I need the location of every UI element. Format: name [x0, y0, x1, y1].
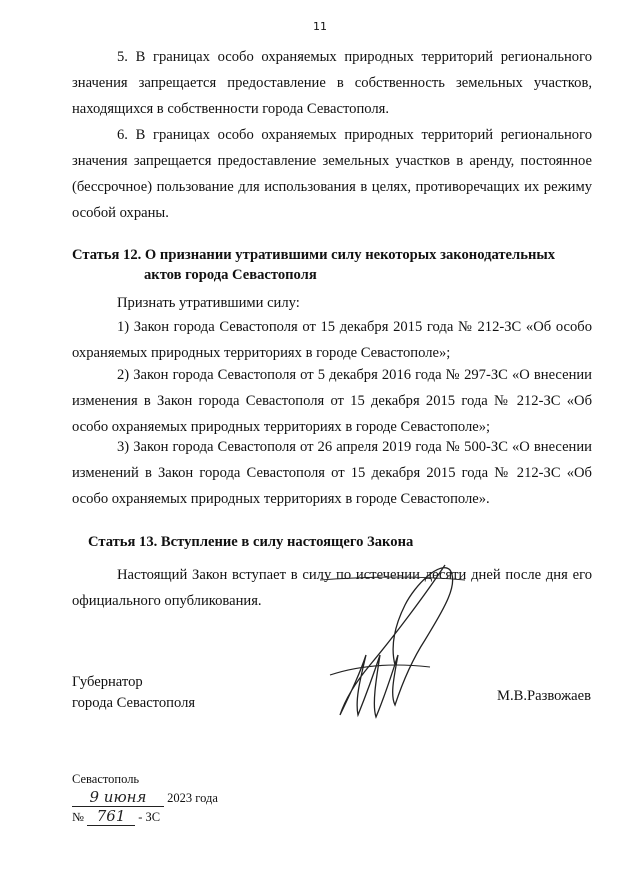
article-12-heading	[72, 245, 592, 285]
signatory-title-line2: города Севастополя	[72, 695, 196, 711]
footer-number-prefix: №	[72, 810, 84, 824]
article-13-heading	[88, 532, 608, 552]
article-12-item-2	[72, 362, 592, 440]
signature-image	[300, 555, 470, 730]
item-5-text: 5. В границах особо охраняемых природных территорий регионального значения запрещается предоставление в собственность земельных участков, находящихся в собственности города Севастополя.	[72, 49, 592, 117]
article-12-title-line1: Статья 12. О признании утратившими силу некоторых законодательных	[72, 247, 556, 263]
item-6-text: 6. В границах особо охраняемых природных территорий регионального значения запрещается предоставление земельных участков в аренду, постоянное (бессрочное) пользование для использования в целях, противоречащих их режиму особой охраны.	[72, 127, 592, 221]
article-12-intro	[72, 290, 592, 316]
signatory-name: М.В.Развожаев	[497, 688, 592, 704]
footer-year: 2023 года	[167, 791, 218, 805]
footer-block	[72, 770, 218, 826]
page-number: 11	[313, 20, 327, 33]
article-12-item-3-text: 3) Закон города Севастополя от 26 апреля 2019 года № 500-ЗС «О внесении изменений в Закон города Севастополя от 15 декабря 2015 года № 212-ЗС «Об особо охраняемых природных территориях в городе Севастополе».	[72, 439, 592, 507]
article-12-item-1-text: 1) Закон города Севастополя от 15 декабря 2015 года № 212-ЗС «Об особо охраняемых природных территориях в городе Севастополе»;	[72, 319, 592, 361]
footer-number-handwritten: 761	[87, 807, 135, 826]
signatory-title-line1: Губернатор	[72, 674, 143, 690]
footer-number-line	[72, 807, 218, 826]
article-12-title-line2: актов города Севастополя	[144, 267, 317, 283]
article-12-item-3	[72, 434, 592, 512]
footer-date-handwritten: 9 июня	[72, 788, 164, 807]
article-13-title: Статья 13. Вступление в силу настоящего Закона	[88, 534, 414, 550]
footer-number-suffix: - ЗС	[138, 810, 161, 824]
article-12-intro-text: Признать утратившими силу:	[117, 295, 300, 311]
paragraph-item-5	[72, 44, 592, 122]
signatory-title	[72, 672, 195, 714]
article-12-item-2-text: 2) Закон города Севастополя от 5 декабря 2016 года № 297-ЗС «О внесении изменения в Закон города Севастополя от 15 декабря 2015 года № 212-ЗС «Об особо охраняемых природных территориях в городе Севастополе»;	[72, 367, 592, 435]
footer-date-line	[72, 788, 218, 807]
article-13-body: Настоящий Закон вступает в силу по истечении десяти дней после дня его официального опубликования.	[72, 567, 592, 609]
article-12-item-1	[72, 314, 592, 366]
footer-city: Севастополь	[72, 772, 140, 786]
paragraph-item-6	[72, 122, 592, 226]
